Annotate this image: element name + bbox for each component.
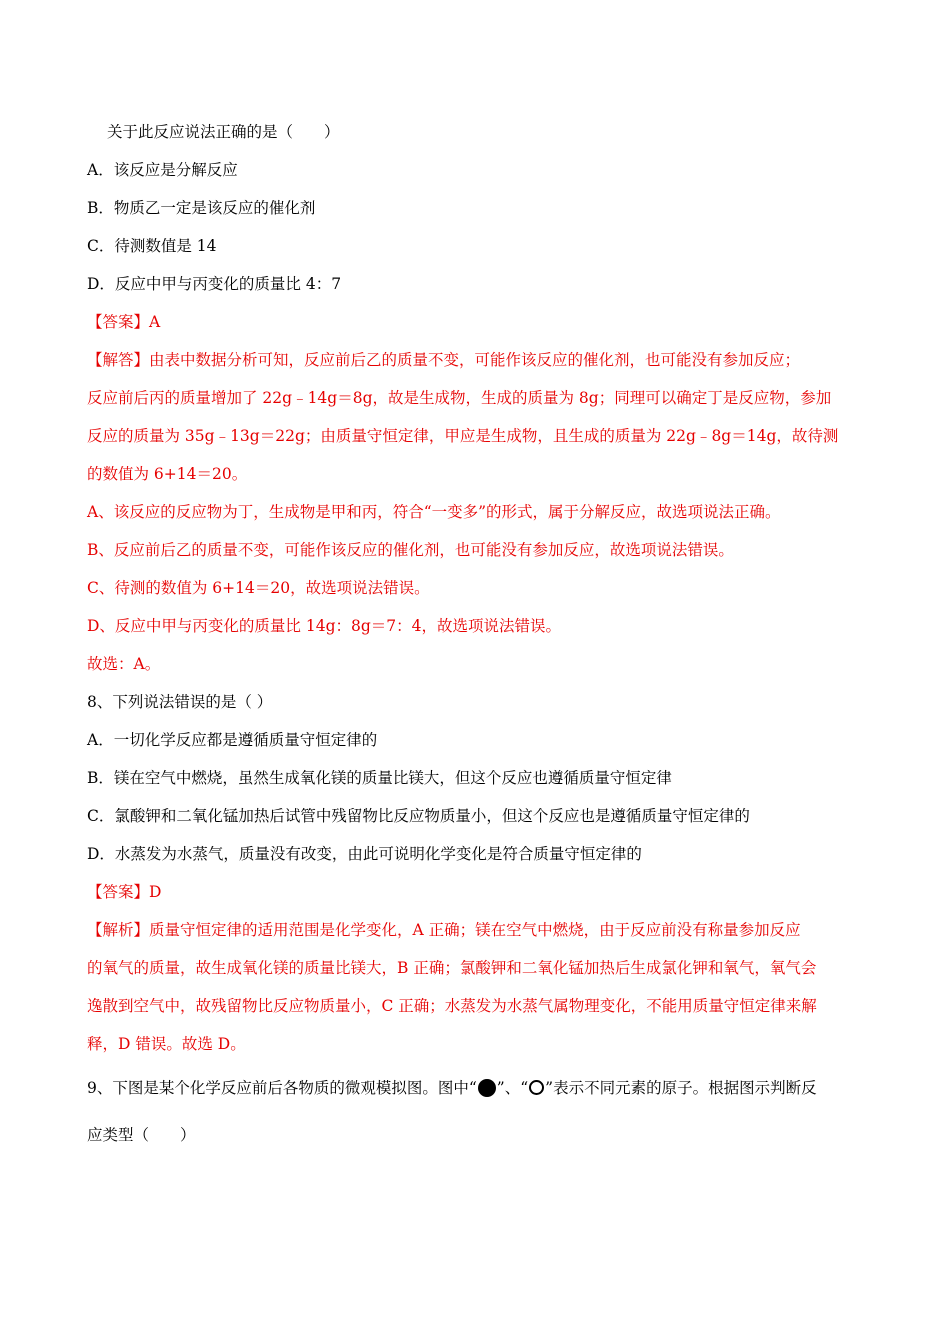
q7-option-b: B．物质乙一定是该反应的催化剂 (87, 199, 316, 217)
q7-note-d: D、反应中甲与丙变化的质量比 14g：8g＝7：4，故选项说法错误。 (87, 617, 562, 635)
white-atom-icon (529, 1080, 544, 1095)
q7-option-c: C．待测数值是 14 (87, 237, 217, 255)
q8-option-a: A．一切化学反应都是遵循质量守恒定律的 (87, 731, 378, 749)
q7-explanation-line-1 (87, 349, 868, 371)
q8-answer (87, 881, 868, 903)
q8-option-c: C．氯酸钾和二氧化锰加热后试管中残留物比反应物质量小，但这个反应也是遵循质量守恒定律的 (87, 807, 750, 825)
black-atom-icon (478, 1079, 496, 1097)
q9-stem-line-1 (87, 1077, 868, 1099)
answer-label: 【答案】 (87, 313, 150, 331)
q7-explanation-line-4: 的数值为 6+14＝20。 (87, 465, 248, 483)
q8-option-d: D．水蒸发为水蒸气，质量没有改变，由此可说明化学变化是符合质量守恒定律的 (87, 845, 642, 863)
q7-explanation-line-2: 反应前后丙的质量增加了 22g﹣14g＝8g，故是生成物，生成的质量为 8g；同理可以确定丁是反应物，参加 (87, 389, 832, 407)
q9-stem-part-1: 9、下图是某个化学反应前后各物质的微观模拟图。图中“ (87, 1079, 477, 1097)
q8-explanation-line-1 (87, 919, 868, 941)
answer-value: A (149, 313, 161, 331)
answer-value: D (149, 883, 162, 901)
q9-stem-line-2: 应类型（ ） (87, 1126, 196, 1144)
q7-explanation-line-3: 反应的质量为 35g﹣13g＝22g；由质量守恒定律，甲应是生成物，且生成的质量为 22g﹣8g＝14g，故待测 (87, 427, 839, 445)
explain-text: 质量守恒定律的适用范围是化学变化，A 正确；镁在空气中燃烧，由于反应前没有称量参加反应 (149, 921, 801, 939)
q8-explanation-line-4: 释，D 错误。故选 D。 (87, 1035, 246, 1053)
q9-stem-part-3: ”表示不同元素的原子。根据图示判断反 (545, 1079, 817, 1097)
q7-answer (87, 311, 868, 333)
q7-conclusion: 故选：A。 (87, 655, 161, 673)
q8-option-b: B．镁在空气中燃烧，虽然生成氧化镁的质量比镁大，但这个反应也遵循质量守恒定律 (87, 769, 672, 787)
explain-label: 【解析】 (87, 921, 150, 939)
q8-stem: 8、下列说法错误的是（ ） (87, 693, 273, 711)
explain-label: 【解答】 (87, 351, 150, 369)
q8-explanation-line-3: 逸散到空气中，故残留物比反应物质量小，C 正确；水蒸发为水蒸气属物理变化，不能用质量守恒定律来解 (87, 997, 817, 1015)
q9-stem-part-2: ”、“ (496, 1079, 529, 1097)
q7-note-b: B、反应前后乙的质量不变，可能作该反应的催化剂，也可能没有参加反应，故选项说法错误。 (87, 541, 734, 559)
q7-stem: 关于此反应说法正确的是（ ） (107, 123, 340, 141)
q7-note-a: A、该反应的反应物为丁，生成物是甲和丙，符合“一变多”的形式，属于分解反应，故选项说法正确。 (87, 503, 781, 521)
q7-option-d: D．反应中甲与丙变化的质量比 4：7 (87, 275, 342, 293)
explain-text: 由表中数据分析可知，反应前后乙的质量不变，可能作该反应的催化剂，也可能没有参加反应； (149, 351, 801, 369)
q7-option-a: A．该反应是分解反应 (87, 161, 238, 179)
q7-note-c: C、待测的数值为 6+14＝20，故选项说法错误。 (87, 579, 430, 597)
q8-explanation-line-2: 的氧气的质量，故生成氧化镁的质量比镁大，B 正确；氯酸钾和二氧化锰加热后生成氯化钾和氧气，氧气会 (87, 959, 817, 977)
answer-label: 【答案】 (87, 883, 150, 901)
